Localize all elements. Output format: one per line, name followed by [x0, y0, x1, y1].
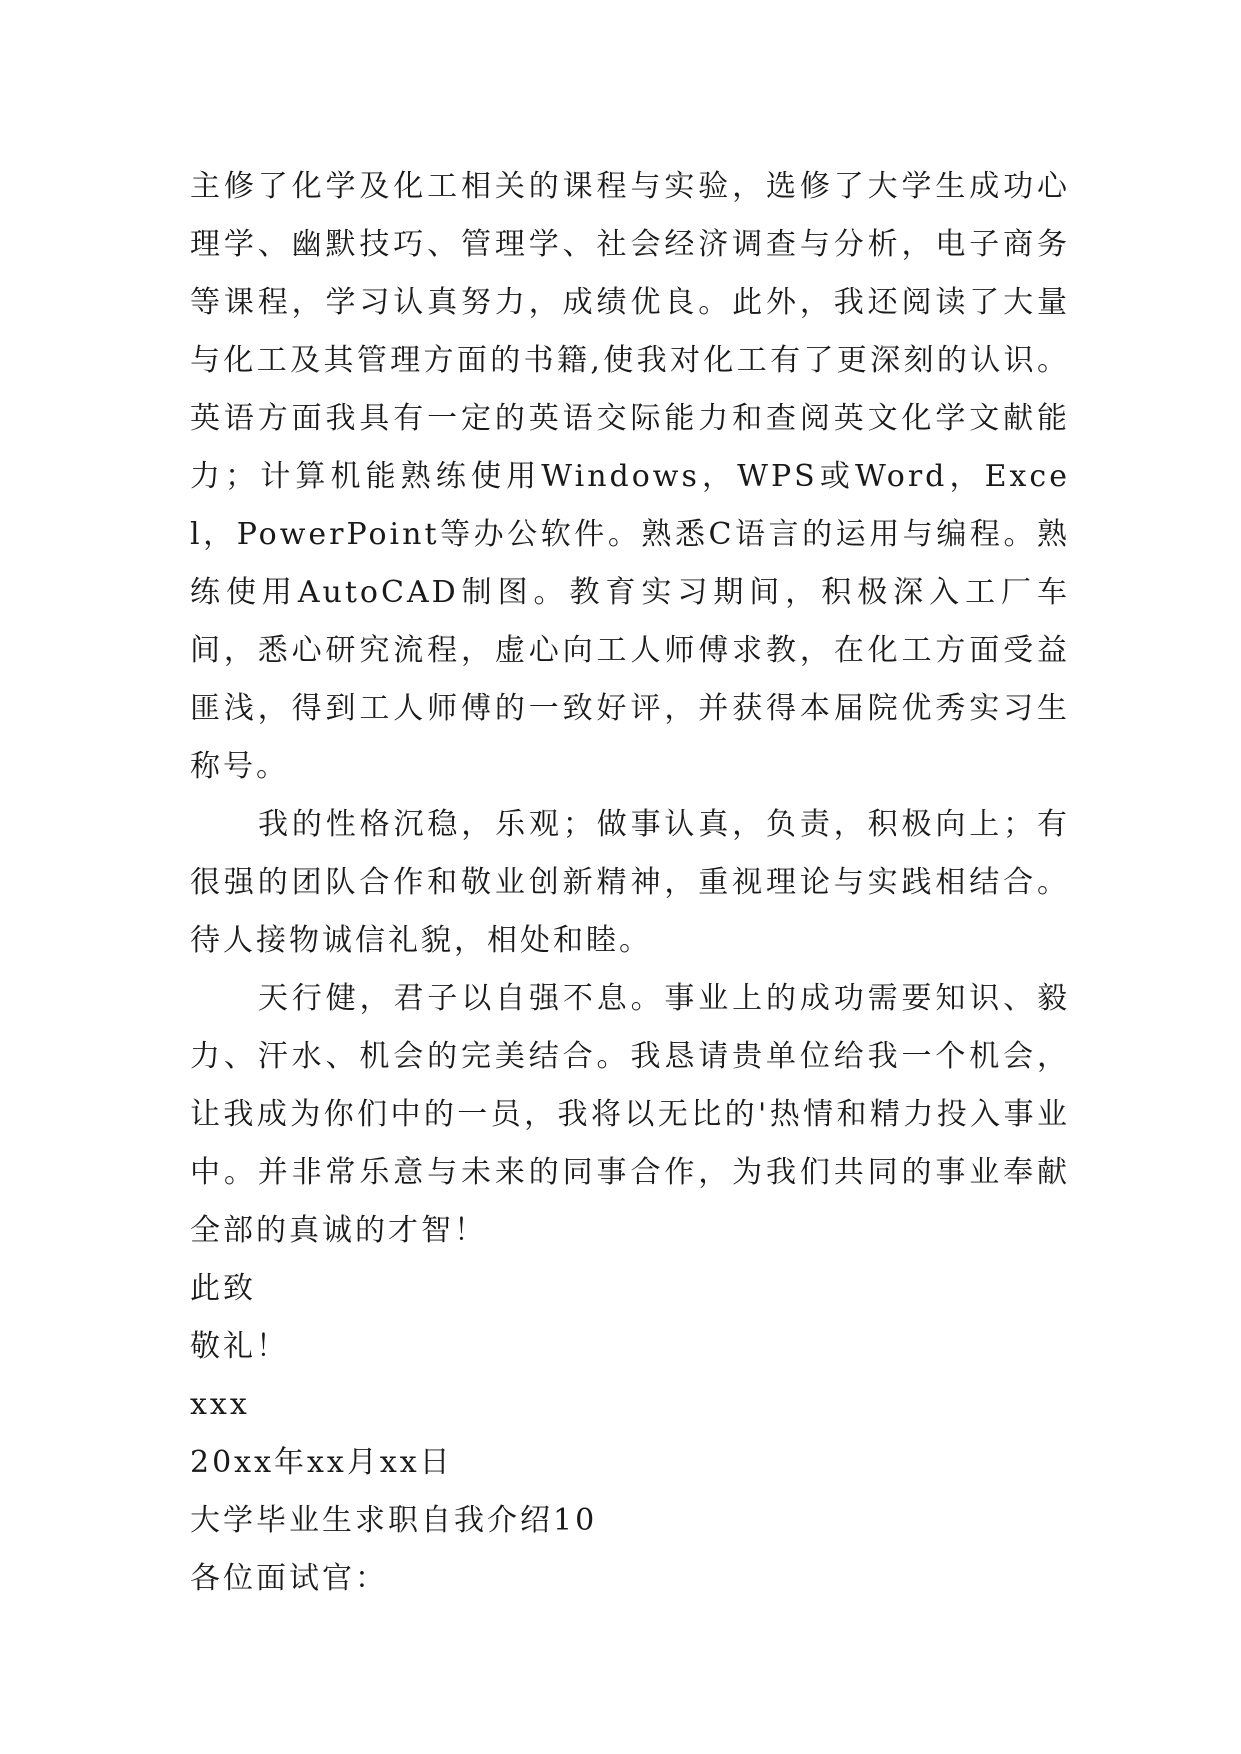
closing-line-1: 此致 [190, 1271, 256, 1306]
paragraph-closing-appeal: 天行健，君子以自强不息。事业上的成功需要知识、毅力、汗水、机会的完美结合。我恳请贵单位给我一个机会，让我成为你们中的一员，我将以无比的'热情和精力投入事业中。并非常乐意与未来的同事合作，为我们共同的事业奉献全部的真诚的才智！ [190, 981, 1070, 1248]
salutation: 各位面试官： [190, 1561, 388, 1596]
paragraph-personality: 我的性格沉稳，乐观；做事认真，负责，积极向上；有很强的团队合作和敬业创新精神，重视理论与实践相结合。待人接物诚信礼貌，相处和睦。 [190, 807, 1070, 958]
paragraph-education-skills: 主修了化学及化工相关的课程与实验，选修了大学生成功心理学、幽默技巧、管理学、社会经济调查与分析，电子商务等课程，学习认真努力，成绩优良。此外，我还阅读了大量与化工及其管理方面的书籍,使我对化工有了更深刻的认识。英语方面我具有一定的英语交际能力和查阅英文化学文献能力；计算机能熟练使用Windows，WPS或Word，Excel，PowerPoint等办公软件。熟悉C语言的运用与编程。熟练使用AutoCAD制图。教育实习期间，积极深入工厂车间，悉心研究流程，虚心向工人师傅求教，在化工方面受益匪浅，得到工人师傅的一致好评，并获得本届院优秀实习生称号。 [190, 169, 1070, 784]
signature: xxx [190, 1387, 250, 1422]
closing-line-2: 敬礼！ [190, 1329, 289, 1364]
document-body [190, 158, 1070, 1608]
date: 20xx年xx月xx日 [190, 1445, 453, 1480]
next-section-title: 大学毕业生求职自我介绍10 [190, 1503, 598, 1538]
